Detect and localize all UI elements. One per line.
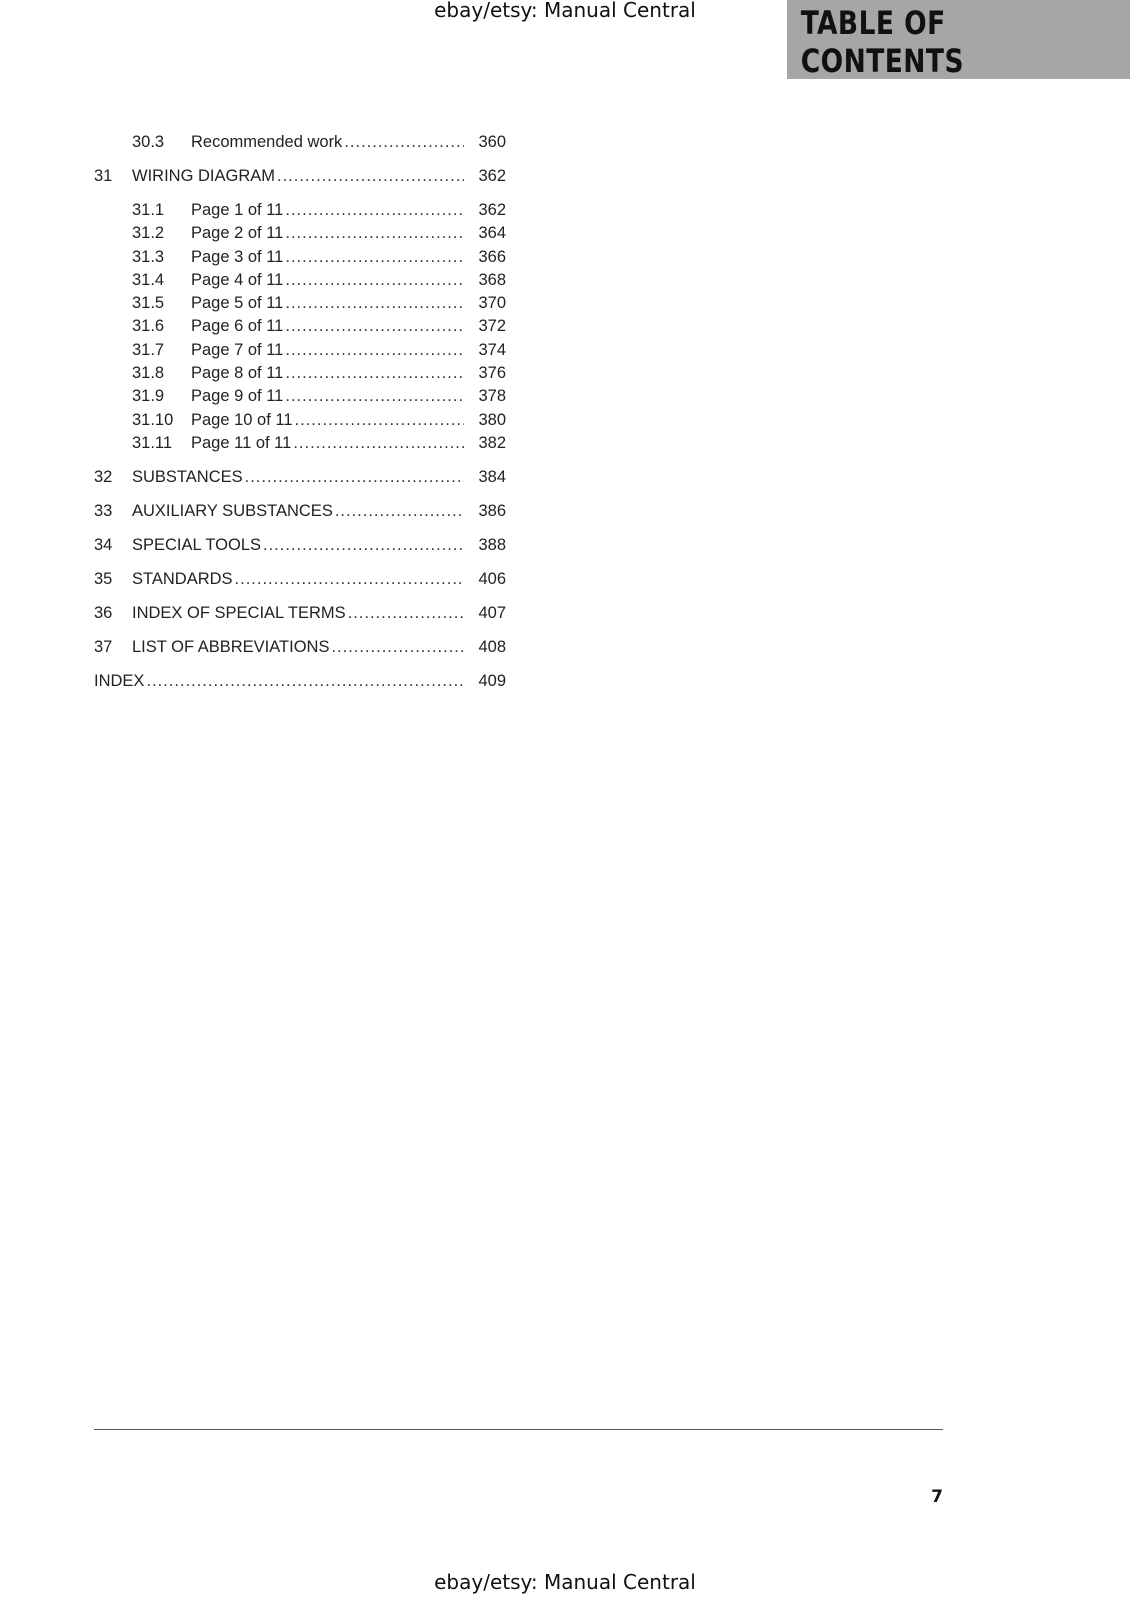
toc-entry-number: 33: [94, 501, 113, 520]
toc-entry-number: 31.4: [132, 270, 165, 289]
toc-entry[interactable]: [94, 500, 506, 523]
toc-entry-page: 368: [478, 270, 506, 289]
toc-entry-number: 31.6: [132, 317, 165, 336]
toc-entry[interactable]: [94, 602, 506, 625]
toc-entry-title: Page 1 of 11: [191, 200, 284, 219]
toc-leader-dots: [295, 409, 464, 432]
toc-entry[interactable]: [94, 568, 506, 591]
toc-entry[interactable]: [94, 339, 506, 362]
toc-entry[interactable]: [94, 466, 506, 489]
toc-entry-title: Page 11 of 11: [191, 433, 292, 452]
toc-leader-dots: [335, 500, 464, 523]
toc-entry-page: 378: [478, 387, 506, 406]
toc-entry-page: 388: [478, 535, 506, 554]
toc-entry-title: SUBSTANCES: [132, 467, 243, 486]
watermark-bottom: ebay/etsy: Manual Central: [434, 1570, 696, 1594]
toc-entry-page: 407: [478, 603, 506, 622]
toc-entry-number: 31.5: [132, 294, 165, 313]
toc-entry[interactable]: [94, 165, 506, 188]
toc-entry-page: 362: [478, 200, 506, 219]
toc-entry-page: 374: [478, 340, 506, 359]
toc-entry-page: 360: [478, 133, 506, 151]
toc-leader-dots: [245, 466, 464, 489]
toc-entry-number: 37: [94, 637, 113, 656]
toc-entry-page: 364: [478, 224, 506, 243]
toc-leader-dots: [348, 602, 464, 625]
toc-entry-number: 31.10: [132, 410, 174, 429]
toc-leader-dots: [285, 385, 464, 408]
toc-entry-title: Page 2 of 11: [191, 224, 284, 243]
toc-entry[interactable]: [94, 534, 506, 557]
toc-entry-number: 35: [94, 569, 113, 588]
toc-entry-title: Page 8 of 11: [191, 364, 284, 383]
toc-entry-page: 409: [478, 671, 506, 690]
toc-entry-number: 31.7: [132, 340, 165, 359]
toc-entry-page: 366: [478, 247, 506, 266]
toc-leader-dots: [331, 636, 464, 659]
toc-entry[interactable]: [94, 385, 506, 408]
toc-entry[interactable]: [94, 636, 506, 659]
watermark-top: ebay/etsy: Manual Central: [434, 0, 696, 22]
toc-entry[interactable]: [94, 131, 506, 154]
toc-entry-number: 31.8: [132, 364, 165, 383]
toc-entry[interactable]: [94, 222, 506, 245]
toc-entry-title: Recommended work: [191, 133, 343, 151]
toc-entry-page: 376: [478, 364, 506, 383]
toc-entry-title: Page 7 of 11: [191, 340, 284, 359]
section-header-title: TABLE OF CONTENTS: [800, 3, 964, 80]
toc-entry-page: 362: [478, 166, 506, 185]
toc-leader-dots: [285, 222, 464, 245]
toc-entry-page: 372: [478, 317, 506, 336]
toc-leader-dots: [285, 362, 464, 385]
toc-entry[interactable]: [94, 670, 506, 693]
toc-entry[interactable]: [94, 292, 506, 315]
footer-divider: [94, 1429, 943, 1430]
toc-leader-dots: [344, 131, 464, 154]
toc-entry-number: 32: [94, 467, 113, 486]
toc-entry-title: INDEX OF SPECIAL TERMS: [132, 603, 346, 622]
toc-entry[interactable]: [94, 246, 506, 269]
toc-entry-title: Page 4 of 11: [191, 270, 284, 289]
toc-entry-number: 31: [94, 166, 113, 185]
toc-entry-number: 30.3: [132, 133, 165, 151]
toc-entry-page: 380: [478, 410, 506, 429]
toc-entry[interactable]: [94, 409, 506, 432]
toc-leader-dots: [285, 315, 464, 338]
toc-leader-dots: [277, 165, 464, 188]
toc-entry-page: 408: [478, 637, 506, 656]
toc-entry-number: 31.3: [132, 247, 165, 266]
table-of-contents: [94, 131, 506, 693]
toc-entry-page: 386: [478, 501, 506, 520]
toc-entry-number: 36: [94, 603, 113, 622]
toc-leader-dots: [235, 568, 464, 591]
toc-entry-number: 31.11: [132, 433, 173, 452]
section-header-tab: [787, 0, 1130, 79]
toc-entry-title: Page 10 of 11: [191, 410, 293, 429]
toc-entry-title: Page 5 of 11: [191, 294, 284, 313]
toc-entry-page: 370: [478, 294, 506, 313]
page-number: 7: [931, 1487, 943, 1507]
toc-entry[interactable]: [94, 362, 506, 385]
toc-entry-title: AUXILIARY SUBSTANCES: [132, 501, 333, 520]
toc-entry-number: 31.1: [132, 200, 165, 219]
toc-leader-dots: [285, 269, 464, 292]
toc-leader-dots: [285, 199, 464, 222]
toc-entry-title: LIST OF ABBREVIATIONS: [132, 637, 330, 656]
toc-entry[interactable]: [94, 199, 506, 222]
toc-entry-number: 31.2: [132, 224, 165, 243]
toc-entry[interactable]: [94, 269, 506, 292]
toc-entry-number: 34: [94, 535, 113, 554]
toc-leader-dots: [285, 246, 464, 269]
toc-entry-title: INDEX: [94, 671, 145, 690]
toc-leader-dots: [263, 534, 464, 557]
toc-leader-dots: [285, 339, 464, 362]
toc-entry[interactable]: [94, 432, 506, 455]
toc-entry-title: Page 9 of 11: [191, 387, 284, 406]
toc-entry-page: 406: [478, 569, 506, 588]
toc-entry-title: WIRING DIAGRAM: [132, 166, 275, 185]
toc-entry-title: Page 6 of 11: [191, 317, 284, 336]
toc-entry-page: 382: [478, 433, 506, 452]
toc-entry-title: SPECIAL TOOLS: [132, 535, 262, 554]
toc-leader-dots: [146, 670, 464, 693]
toc-leader-dots: [285, 292, 464, 315]
toc-entry-title: Page 3 of 11: [191, 247, 284, 266]
toc-entry[interactable]: [94, 315, 506, 338]
toc-entry-page: 384: [478, 467, 506, 486]
toc-leader-dots: [293, 432, 464, 455]
toc-entry-title: STANDARDS: [132, 569, 233, 588]
toc-entry-number: 31.9: [132, 387, 165, 406]
